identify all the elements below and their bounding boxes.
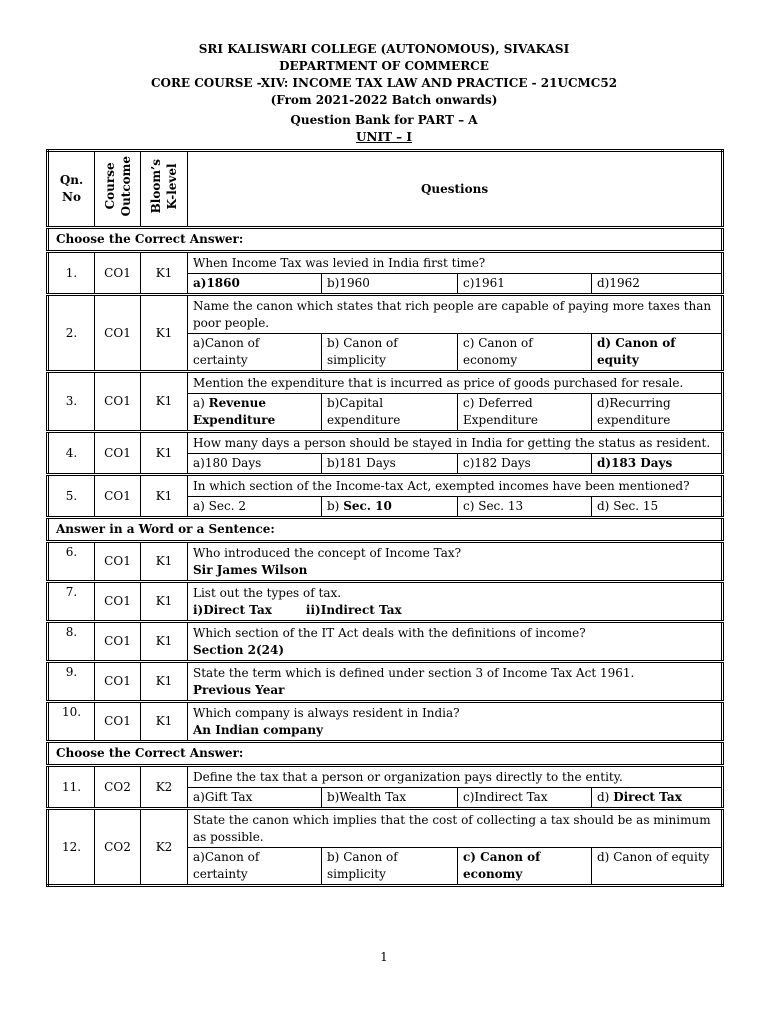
question-number: 4. xyxy=(48,432,95,475)
course-outcome: CO1 xyxy=(95,542,141,582)
question-number: 1. xyxy=(48,252,95,295)
option-text: Canon of equity xyxy=(597,336,676,367)
question-text: Mention the expenditure that is incurred as price of goods purchased for resale. xyxy=(188,372,723,394)
option-text: 1961 xyxy=(474,276,505,290)
course-outcome: CO1 xyxy=(95,702,141,742)
course-outcome: CO2 xyxy=(95,809,141,886)
option-c xyxy=(458,454,592,475)
unit-title-line xyxy=(0,129,768,146)
option-label: c) xyxy=(463,499,479,513)
option-d xyxy=(592,334,723,372)
course-outcome: CO1 xyxy=(95,582,141,622)
option-c xyxy=(458,274,592,295)
blooms-level-heading xyxy=(148,159,180,213)
option-label: b) xyxy=(327,850,344,864)
question-number: 8. xyxy=(48,622,95,662)
option-text: Deferred Expenditure xyxy=(463,396,538,427)
table-header-row xyxy=(48,151,723,228)
answer-line xyxy=(193,602,716,619)
question-text: Which section of the IT Act deals with the definitions of income? xyxy=(193,626,586,640)
question-number: 11. xyxy=(48,766,95,809)
course-outcome-heading-line-2: Outcome xyxy=(118,156,133,217)
question-number: 10. xyxy=(48,702,95,742)
option-a xyxy=(188,497,322,518)
option-text: Canon of economy xyxy=(463,336,533,367)
answer-text: i)Direct Tax xyxy=(193,603,272,617)
option-text: Canon of equity xyxy=(613,850,710,864)
section-row xyxy=(48,228,723,252)
question-number: 9. xyxy=(48,662,95,702)
option-text: Sec. 13 xyxy=(478,499,524,513)
option-label: d) xyxy=(597,276,610,290)
question-cell xyxy=(188,582,723,622)
k-level: K2 xyxy=(141,809,188,886)
unit-title: UNIT – I xyxy=(356,130,412,144)
question-row xyxy=(48,622,723,662)
course-title: CORE COURSE -XIV: INCOME TAX LAW AND PRACTICE - 21UCMC52 xyxy=(150,76,618,90)
option-b xyxy=(322,274,458,295)
question-text: Which company is always resident in India? xyxy=(193,706,460,720)
qn-no-heading-line-1: Qn. xyxy=(59,173,84,187)
question-text: Who introduced the concept of Income Tax? xyxy=(193,546,462,560)
option-label: b) xyxy=(327,790,340,804)
option-label: a) xyxy=(193,850,205,864)
section-row xyxy=(48,518,723,542)
option-label: a) xyxy=(193,456,205,470)
question-row xyxy=(48,809,723,848)
option-label: c) xyxy=(463,790,475,804)
option-label: a) xyxy=(193,336,205,350)
option-text: 1860 xyxy=(206,276,240,290)
course-outcome: CO1 xyxy=(95,622,141,662)
section-heading: Choose the Correct Answer: xyxy=(48,742,723,766)
k-level: K1 xyxy=(141,662,188,702)
answer-text: Section 2(24) xyxy=(193,643,285,657)
option-d xyxy=(592,274,723,295)
question-bank-body xyxy=(48,228,723,886)
question-number: 6. xyxy=(48,542,95,582)
option-text: Recurring expenditure xyxy=(597,396,671,427)
option-text: 1960 xyxy=(339,276,370,290)
header-course-outcome xyxy=(95,151,141,228)
course-outcome: CO1 xyxy=(95,662,141,702)
department-name: DEPARTMENT OF COMMERCE xyxy=(279,59,489,73)
option-text: Sec. 2 xyxy=(208,499,246,513)
question-row xyxy=(48,295,723,334)
option-a xyxy=(188,848,322,886)
question-text: List out the types of tax. xyxy=(193,586,342,600)
course-outcome: CO1 xyxy=(95,295,141,372)
option-c xyxy=(458,334,592,372)
section-heading: Choose the Correct Answer: xyxy=(48,228,723,252)
answer-line xyxy=(193,682,716,699)
option-b xyxy=(322,788,458,809)
option-text: 183 Days xyxy=(611,456,673,470)
question-bank-table xyxy=(46,149,724,887)
header-qn-no xyxy=(48,151,95,228)
option-text: Canon of certainty xyxy=(193,850,260,881)
k-level: K1 xyxy=(141,432,188,475)
option-label: a) xyxy=(193,276,207,290)
question-text: State the term which is defined under section 3 of Income Tax Act 1961. xyxy=(193,666,635,680)
header-questions: Questions xyxy=(188,151,723,228)
k-level: K1 xyxy=(141,582,188,622)
answer-line xyxy=(193,722,716,739)
option-d xyxy=(592,394,723,432)
option-label: d) xyxy=(597,456,612,470)
course-outcome: CO1 xyxy=(95,252,141,295)
course-outcome-heading xyxy=(102,156,134,216)
option-label: b) xyxy=(327,276,340,290)
question-bank-title: Question Bank for PART – A xyxy=(290,113,478,127)
k-level: K1 xyxy=(141,622,188,662)
option-a xyxy=(188,454,322,475)
option-label: b) xyxy=(327,396,340,410)
question-text: When Income Tax was levied in India first time? xyxy=(188,252,723,274)
option-text: Canon of certainty xyxy=(193,336,260,367)
question-text: Define the tax that a person or organization pays directly to the entity. xyxy=(188,766,723,788)
course-outcome: CO1 xyxy=(95,372,141,432)
option-label: b) xyxy=(327,336,344,350)
k-level: K1 xyxy=(141,252,188,295)
question-text: In which section of the Income-tax Act, exempted incomes have been mentioned? xyxy=(188,475,723,497)
option-text: 1962 xyxy=(609,276,640,290)
answer-line xyxy=(193,642,716,659)
option-d xyxy=(592,848,723,886)
course-outcome: CO1 xyxy=(95,475,141,518)
option-a xyxy=(188,788,322,809)
option-text: Sec. 15 xyxy=(613,499,659,513)
option-text: Canon of simplicity xyxy=(327,850,398,881)
option-a xyxy=(188,334,322,372)
page-number: 1 xyxy=(380,950,388,964)
option-label: b) xyxy=(327,499,344,513)
document-header xyxy=(0,41,768,146)
option-c xyxy=(458,394,592,432)
option-text: 181 Days xyxy=(339,456,396,470)
option-text: Capital expenditure xyxy=(327,396,401,427)
question-text: State the canon which implies that the cost of collecting a tax should be as minimum as possible. xyxy=(188,809,723,848)
question-row xyxy=(48,766,723,788)
option-label: d) xyxy=(597,336,616,350)
option-c xyxy=(458,848,592,886)
section-heading: Answer in a Word or a Sentence: xyxy=(48,518,723,542)
option-text: Canon of simplicity xyxy=(327,336,398,367)
option-label: c) xyxy=(463,276,475,290)
option-label: c) xyxy=(463,456,475,470)
question-number: 12. xyxy=(48,809,95,886)
batch-note: (From 2021-2022 Batch onwards) xyxy=(270,93,498,107)
question-number: 7. xyxy=(48,582,95,622)
course-outcome: CO1 xyxy=(95,432,141,475)
question-row xyxy=(48,702,723,742)
question-row xyxy=(48,662,723,702)
question-row xyxy=(48,432,723,454)
option-label: d) xyxy=(597,790,614,804)
k-level: K1 xyxy=(141,295,188,372)
question-cell xyxy=(188,662,723,702)
option-text: 180 Days xyxy=(204,456,262,470)
course-outcome-heading-line-1: Course xyxy=(102,163,117,210)
answer-text: An Indian company xyxy=(193,723,324,737)
k-level: K1 xyxy=(141,702,188,742)
question-number: 2. xyxy=(48,295,95,372)
course-outcome: CO2 xyxy=(95,766,141,809)
question-row xyxy=(48,475,723,497)
question-row xyxy=(48,582,723,622)
question-text: Name the canon which states that rich people are capable of paying more taxes than poor people. xyxy=(188,295,723,334)
option-b xyxy=(322,454,458,475)
section-row xyxy=(48,742,723,766)
question-number: 5. xyxy=(48,475,95,518)
question-cell xyxy=(188,542,723,582)
option-label: a) xyxy=(193,499,209,513)
college-name: SRI KALISWARI COLLEGE (AUTONOMOUS), SIVAKASI xyxy=(198,42,570,56)
k-level: K1 xyxy=(141,542,188,582)
option-d xyxy=(592,788,723,809)
question-row xyxy=(48,252,723,274)
option-label: d) xyxy=(597,499,614,513)
option-label: c) xyxy=(463,336,479,350)
qn-no-heading-line-2: No xyxy=(62,190,81,204)
option-a xyxy=(188,274,322,295)
option-label: d) xyxy=(597,850,614,864)
question-number: 3. xyxy=(48,372,95,432)
option-text: Canon of economy xyxy=(463,850,541,881)
header-blooms-level xyxy=(141,151,188,228)
option-d xyxy=(592,497,723,518)
option-label: c) xyxy=(463,396,479,410)
question-cell xyxy=(188,622,723,662)
question-text: How many days a person should be stayed in India for getting the status as resident. xyxy=(188,432,723,454)
option-text: Wealth Tax xyxy=(339,790,407,804)
option-b xyxy=(322,394,458,432)
answer-text: Previous Year xyxy=(193,683,285,697)
option-b xyxy=(322,497,458,518)
k-level: K1 xyxy=(141,372,188,432)
blooms-level-heading-line-1: Bloom’s xyxy=(149,159,163,214)
question-row xyxy=(48,372,723,394)
answer-text: ii)Indirect Tax xyxy=(305,603,402,617)
option-label: a) xyxy=(193,790,205,804)
option-text: Sec. 10 xyxy=(343,499,392,513)
option-text: Indirect Tax xyxy=(474,790,548,804)
option-b xyxy=(322,848,458,886)
option-d xyxy=(592,454,723,475)
answer-text: Sir James Wilson xyxy=(193,563,308,577)
option-text: 182 Days xyxy=(474,456,531,470)
option-c xyxy=(458,497,592,518)
question-cell xyxy=(188,702,723,742)
option-label: c) xyxy=(463,850,481,864)
blooms-level-heading-line-2: K-level xyxy=(165,163,179,210)
option-text: Revenue Expenditure xyxy=(193,396,276,427)
k-level: K1 xyxy=(141,475,188,518)
option-a xyxy=(188,394,322,432)
question-row xyxy=(48,542,723,582)
option-label: d) xyxy=(597,396,610,410)
option-b xyxy=(322,334,458,372)
option-label: a) xyxy=(193,396,209,410)
option-text: Gift Tax xyxy=(204,790,253,804)
option-text: Direct Tax xyxy=(613,790,682,804)
answer-line xyxy=(193,562,716,579)
option-c xyxy=(458,788,592,809)
k-level: K2 xyxy=(141,766,188,809)
option-label: b) xyxy=(327,456,340,470)
